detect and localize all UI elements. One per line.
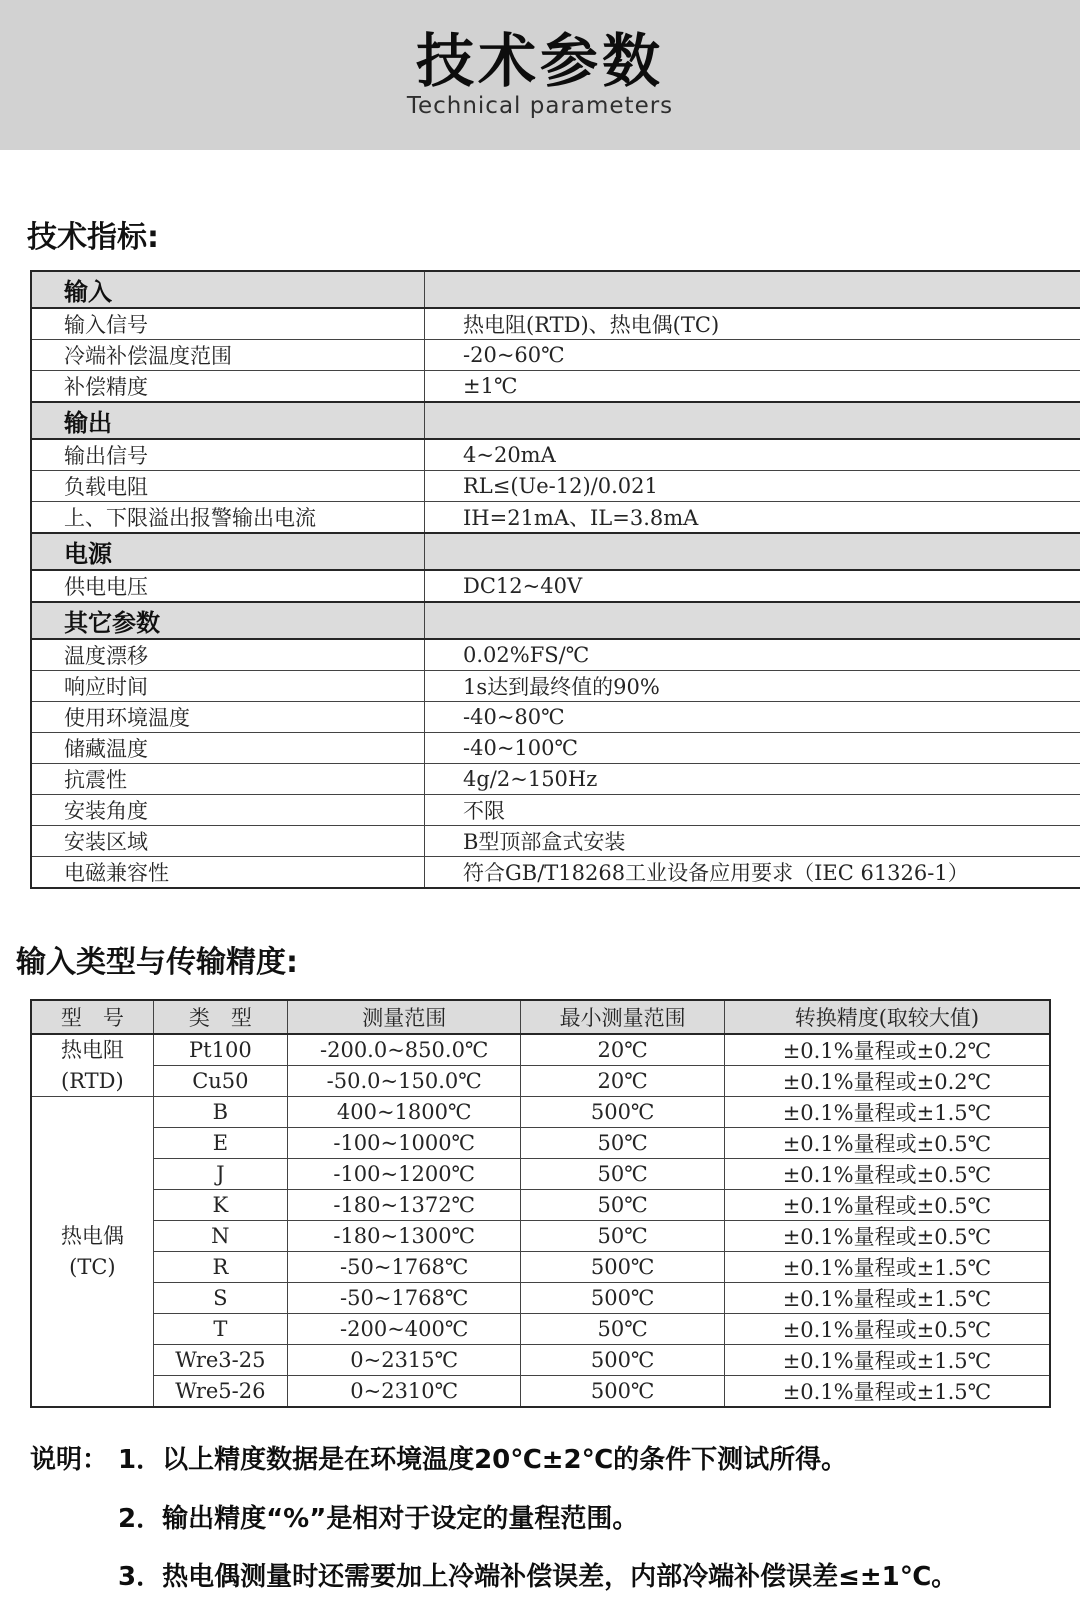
accuracy-cell: ±0.1%量程或±1.5℃ [724,1345,1050,1376]
spec-param-label: 使用环境温度 [31,702,425,733]
accuracy-cell: ±0.1%量程或±0.5℃ [724,1159,1050,1190]
accuracy-row [31,1283,1050,1314]
notes-prefix: 说明： [30,1444,118,1477]
notes-block [30,1444,1080,1594]
measure-range-cell: 400~1800℃ [287,1097,520,1128]
spec-param-value: ±1℃ [425,371,1080,403]
accuracy-row [31,1128,1050,1159]
measure-range-cell: -50.0~150.0℃ [287,1066,520,1097]
spec-param-value: 符合GB/T18268工业设备应用要求（IEC 61326-1） [425,857,1080,889]
note-text: 2．输出精度“%”是相对于设定的量程范围。 [118,1503,1080,1536]
accuracy-row [31,1034,1050,1066]
min-range-cell: 50℃ [521,1190,724,1221]
sensor-type-cell: E [153,1128,287,1159]
spec-section-label: 其它参数 [31,602,425,639]
accuracy-column-header: 转换精度(取较大值) [724,1000,1050,1034]
accuracy-cell: ±0.1%量程或±0.5℃ [724,1221,1050,1252]
min-range-cell: 50℃ [521,1128,724,1159]
sensor-type-cell: J [153,1159,287,1190]
spec-param-value: 4~20mA [425,439,1080,471]
min-range-cell: 50℃ [521,1314,724,1345]
note-text: 1．以上精度数据是在环境温度20℃±2℃的条件下测试所得。 [118,1444,1080,1477]
spec-section-value-empty [425,602,1080,639]
accuracy-row [31,1345,1050,1376]
accuracy-cell: ±0.1%量程或±1.5℃ [724,1376,1050,1408]
spec-section-row [31,402,1080,439]
accuracy-row [31,1159,1050,1190]
accuracy-row [31,1097,1050,1128]
spec-data-row [31,857,1080,889]
spec-param-label: 冷端补偿温度范围 [31,340,425,371]
min-range-cell: 500℃ [521,1252,724,1283]
measure-range-cell: 0~2315℃ [287,1345,520,1376]
spec-param-value: -20~60℃ [425,340,1080,371]
spec-data-row [31,570,1080,602]
spec-data-row [31,826,1080,857]
spec-section-value-empty [425,271,1080,308]
accuracy-table-body [31,1034,1050,1407]
accuracy-column-header: 型 号 [31,1000,153,1034]
min-range-cell: 20℃ [521,1034,724,1066]
accuracy-header-row [31,1000,1050,1034]
spec-section-label: 输出 [31,402,425,439]
spec-data-row [31,733,1080,764]
spec-section-row [31,602,1080,639]
spec-param-label: 电磁兼容性 [31,857,425,889]
spec-section-label: 电源 [31,533,425,570]
sensor-type-cell: T [153,1314,287,1345]
sensor-type-cell: N [153,1221,287,1252]
measure-range-cell: -200~400℃ [287,1314,520,1345]
spec-table-body [31,271,1080,888]
note-line [30,1444,1080,1477]
spec-param-label: 抗震性 [31,764,425,795]
spec-data-row [31,439,1080,471]
spec-section-row [31,533,1080,570]
spec-data-row [31,639,1080,671]
spec-param-label: 负载电阻 [31,471,425,502]
spec-param-value: 不限 [425,795,1080,826]
spec-param-label: 供电电压 [31,570,425,602]
measure-range-cell: -50~1768℃ [287,1283,520,1314]
accuracy-column-header: 最小测量范围 [521,1000,724,1034]
accuracy-row [31,1190,1050,1221]
sensor-type-cell: S [153,1283,287,1314]
spec-param-label: 补偿精度 [31,371,425,403]
spec-data-row [31,308,1080,340]
sensor-type-cell: Cu50 [153,1066,287,1097]
spec-section-heading: 技术指标: [0,150,1080,270]
spec-section-row [31,271,1080,308]
spec-param-value: RL≤(Ue-12)/0.021 [425,471,1080,502]
spec-param-value: DC12~40V [425,570,1080,602]
spec-data-row [31,671,1080,702]
sensor-type-cell: Pt100 [153,1034,287,1066]
accuracy-table-head [31,1000,1050,1034]
accuracy-section-heading: 输入类型与传输精度: [0,889,1080,999]
spec-param-label: 温度漂移 [31,639,425,671]
sensor-type-cell: B [153,1097,287,1128]
accuracy-cell: ±0.1%量程或±1.5℃ [724,1283,1050,1314]
note-line [30,1503,1080,1536]
spec-data-row [31,371,1080,403]
note-text: 3．热电偶测量时还需要加上冷端补偿误差，内部冷端补偿误差≤±1℃。 [118,1561,1080,1594]
accuracy-row [31,1066,1050,1097]
sensor-type-cell: Wre3-25 [153,1345,287,1376]
measure-range-cell: -100~1200℃ [287,1159,520,1190]
spec-section-value-empty [425,402,1080,439]
page-subtitle: Technical parameters [407,93,673,119]
notes-prefix-spacer [30,1503,118,1536]
accuracy-row [31,1221,1050,1252]
accuracy-cell: ±0.1%量程或±1.5℃ [724,1252,1050,1283]
spec-data-row [31,702,1080,733]
accuracy-table [30,999,1051,1408]
spec-param-label: 安装区域 [31,826,425,857]
model-cell: 热电偶 (TC) [31,1097,153,1408]
sensor-type-cell: R [153,1252,287,1283]
spec-data-row [31,471,1080,502]
spec-data-row [31,502,1080,534]
spec-param-value: 1s达到最终值的90% [425,671,1080,702]
spec-param-label: 响应时间 [31,671,425,702]
min-range-cell: 500℃ [521,1283,724,1314]
spec-param-value: -40~100℃ [425,733,1080,764]
accuracy-cell: ±0.1%量程或±0.2℃ [724,1034,1050,1066]
min-range-cell: 50℃ [521,1159,724,1190]
accuracy-row [31,1252,1050,1283]
model-cell: 热电阻 (RTD) [31,1034,153,1097]
spec-param-label: 安装角度 [31,795,425,826]
accuracy-column-header: 测量范围 [287,1000,520,1034]
spec-param-value: 热电阻(RTD)、热电偶(TC) [425,308,1080,340]
spec-param-label: 输入信号 [31,308,425,340]
measure-range-cell: 0~2310℃ [287,1376,520,1408]
page-title: 技术参数 [416,31,664,92]
spec-param-label: 输出信号 [31,439,425,471]
spec-data-row [31,340,1080,371]
measure-range-cell: -100~1000℃ [287,1128,520,1159]
sensor-type-cell: Wre5-26 [153,1376,287,1408]
measure-range-cell: -180~1300℃ [287,1221,520,1252]
spec-data-row [31,764,1080,795]
spec-table [30,270,1080,889]
accuracy-cell: ±0.1%量程或±0.2℃ [724,1066,1050,1097]
spec-param-value: IH=21mA、IL=3.8mA [425,502,1080,534]
spec-param-label: 储藏温度 [31,733,425,764]
accuracy-cell: ±0.1%量程或±0.5℃ [724,1314,1050,1345]
min-range-cell: 500℃ [521,1376,724,1408]
accuracy-cell: ±0.1%量程或±1.5℃ [724,1097,1050,1128]
spec-param-value: 0.02%FS/℃ [425,639,1080,671]
min-range-cell: 500℃ [521,1345,724,1376]
min-range-cell: 50℃ [521,1221,724,1252]
spec-param-value: -40~80℃ [425,702,1080,733]
accuracy-cell: ±0.1%量程或±0.5℃ [724,1128,1050,1159]
sensor-type-cell: K [153,1190,287,1221]
min-range-cell: 500℃ [521,1097,724,1128]
measure-range-cell: -50~1768℃ [287,1252,520,1283]
spec-section-label: 输入 [31,271,425,308]
min-range-cell: 20℃ [521,1066,724,1097]
accuracy-column-header: 类 型 [153,1000,287,1034]
accuracy-row [31,1376,1050,1408]
accuracy-cell: ±0.1%量程或±0.5℃ [724,1190,1050,1221]
spec-section-value-empty [425,533,1080,570]
measure-range-cell: -180~1372℃ [287,1190,520,1221]
accuracy-row [31,1314,1050,1345]
title-band [0,0,1080,150]
spec-data-row [31,795,1080,826]
measure-range-cell: -200.0~850.0℃ [287,1034,520,1066]
spec-param-value: 4g/2~150Hz [425,764,1080,795]
spec-param-label: 上、下限溢出报警输出电流 [31,502,425,534]
spec-param-value: B型顶部盒式安装 [425,826,1080,857]
